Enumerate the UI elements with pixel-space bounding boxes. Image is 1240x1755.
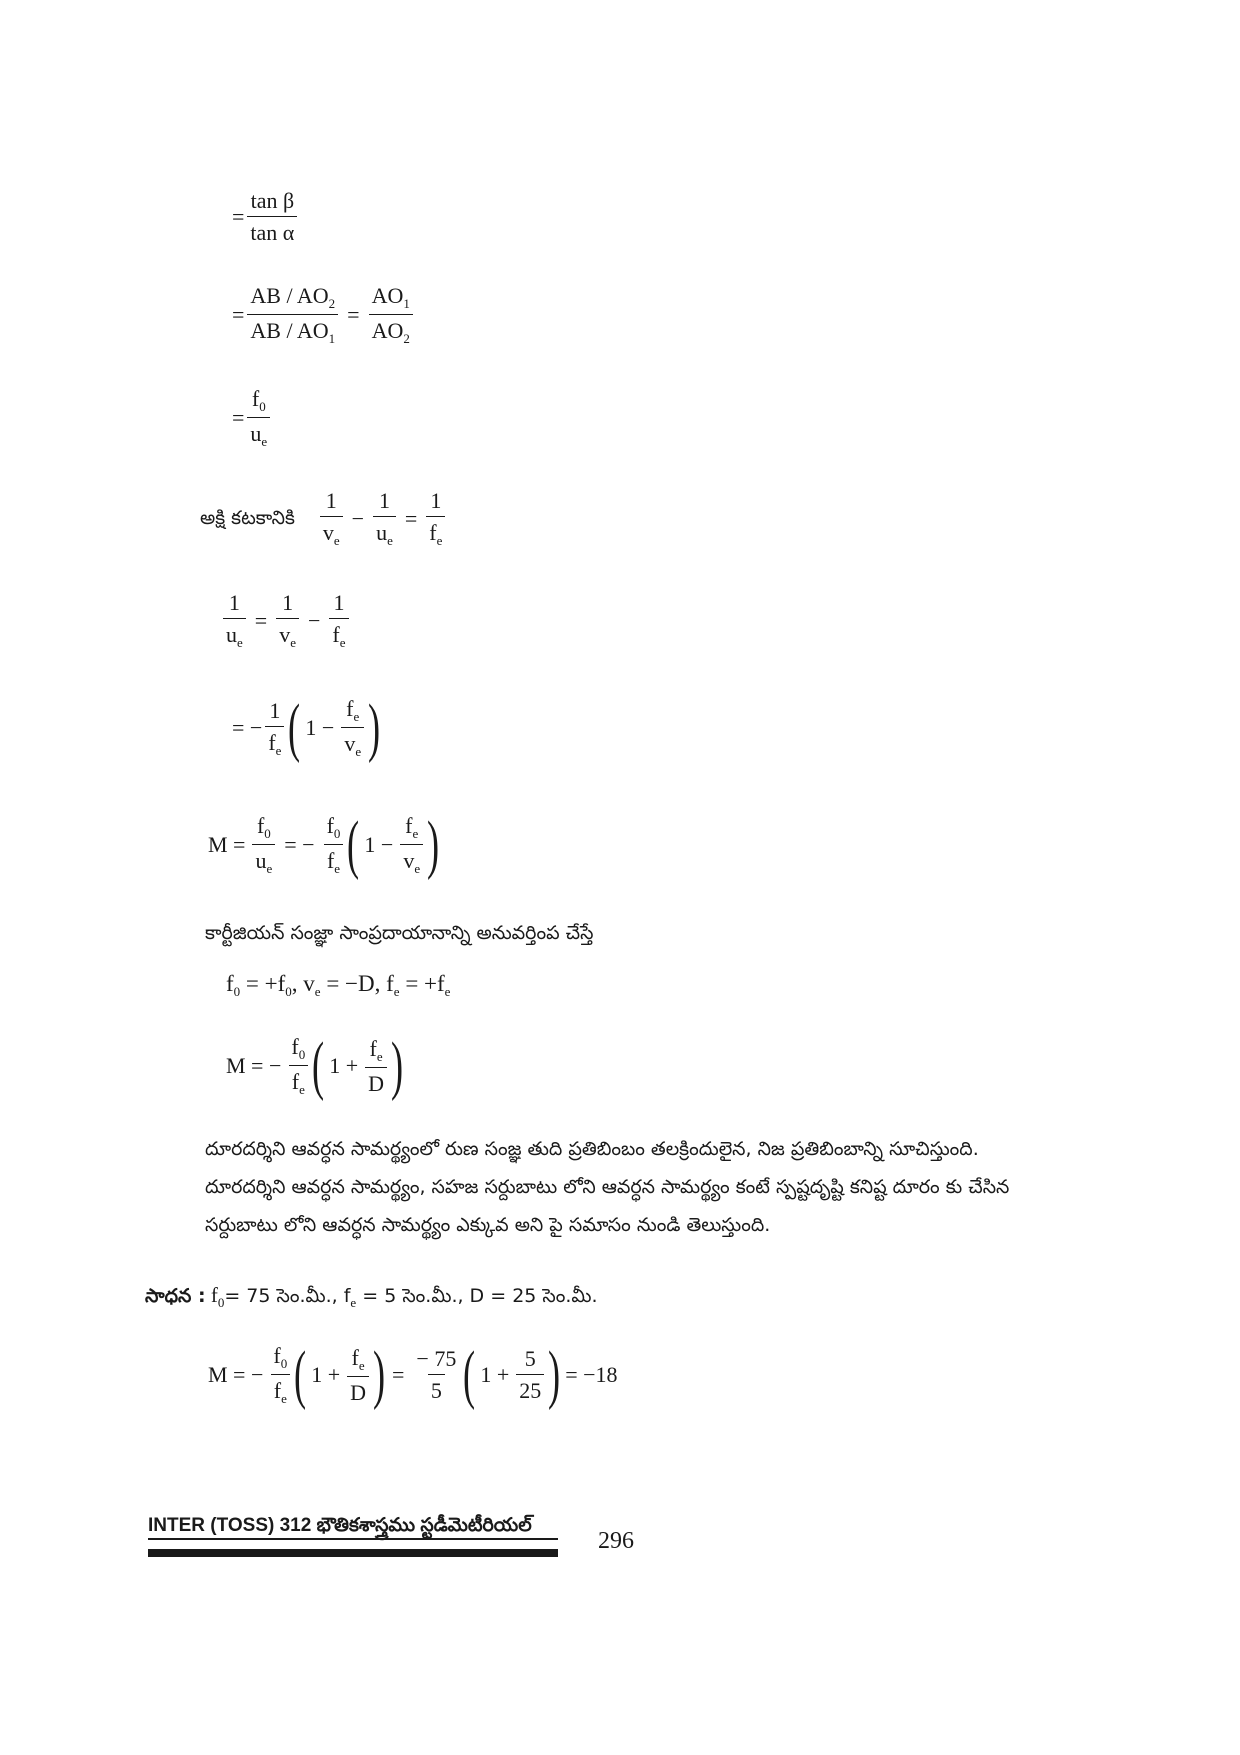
equation-magnification-general: M = $\frac{f_0}{u_e}$ = − $\frac{f_0}{f_e}$ ( 1 − $\frac{f_e}{v_e}$ ) bbox=[208, 808, 440, 881]
explanation-paragraph: దూరదర్శిని ఆవర్ధన సామర్థ్యంలో రుణ సంజ్ఞ తుది ప్రతిబింబం తలక్రిందులైన, నిజ ప్రతిబింబాన్ని సూచిస్తుంది. దూరదర్శిని ఆవర్ధన సామర్థ్యం, సహజ సర్దుబాటు లోని ఆవర్ధన సామర్థ్యం కంటే స్పష్టదృష్టి కనిష్ట దూరం కు చేసిన సర్దుబాటు లోని ఆవర్ధన సామర్థ్యం ఎక్కువ అని పై సమాసం నుండి తెలుస్తుంది. bbox=[205, 1138, 1010, 1236]
lens-label: అక్షి కటకానికి bbox=[200, 507, 295, 529]
footer-rule bbox=[148, 1538, 558, 1540]
equation-ab-ratio: = $\frac{AB / AO_2}{AB / AO_1}$ = $\frac{AO_1}{AO_2}$ bbox=[232, 285, 416, 345]
equation-expanded-1-over-ue: = − $\frac{1}{f_e}$ ( 1 − $\frac{f_e}{v_e}$ ) bbox=[232, 691, 381, 764]
equation-1-over-ue: $\frac{1}{u_e}$ = $\frac{1}{v_e}$ − $\frac{1}{f_e}$ bbox=[220, 592, 352, 649]
footer-title: INTER (TOSS) 312 భౌతికశాస్త్రము స్టడీమెటీరియల్ bbox=[148, 1515, 532, 1536]
solution-label: సాధన : bbox=[145, 1285, 206, 1307]
page-number: 296 bbox=[598, 1528, 634, 1554]
equation-solution-result: M = − $\frac{f_0}{f_e}$ ( 1 + $\frac{f_e}{D}$ ) = $\frac{- 75}{5}$ ( 1 + $\frac{5}{25}$ ) = −18 bbox=[208, 1338, 618, 1411]
eq1-denominator: tan α bbox=[247, 216, 297, 244]
footer-bar bbox=[148, 1549, 558, 1557]
result-value: = −18 bbox=[565, 1362, 618, 1387]
lens-equation-line: అక్షి కటకానికి $\frac{1}{v_e}$ − $\frac{1}{u_e}$ = $\frac{1}{f_e}$ bbox=[200, 490, 448, 547]
sign-convention-values: $f_0 = +f_0$, $v_e = -D$, $f_e = +f_e$ bbox=[226, 971, 451, 999]
cartesian-convention-text: కార్టీజియన్ సంజ్ఞా సాంప్రదాయానాన్ని అనువర్తింప చేస్తే bbox=[205, 922, 594, 944]
equation-tan-ratio: = $\frac{\text{tan β}}{\text{tan α}}$ bbox=[232, 190, 300, 244]
equation-magnification-near-point: M = − $\frac{f_0}{f_e}$ ( 1 + $\frac{f_e}{D}$ ) bbox=[226, 1029, 404, 1102]
eq1-numerator: tan β bbox=[250, 188, 295, 213]
solution-given-values: సాధన : $f_0= 75$ సెం.మీ., $f_e = 5$ సెం.మీ., D = 25 సెం.మీ. bbox=[145, 1283, 598, 1310]
equation-f0-over-ue: = $\frac{f_0}{u_e}$ bbox=[232, 388, 273, 448]
